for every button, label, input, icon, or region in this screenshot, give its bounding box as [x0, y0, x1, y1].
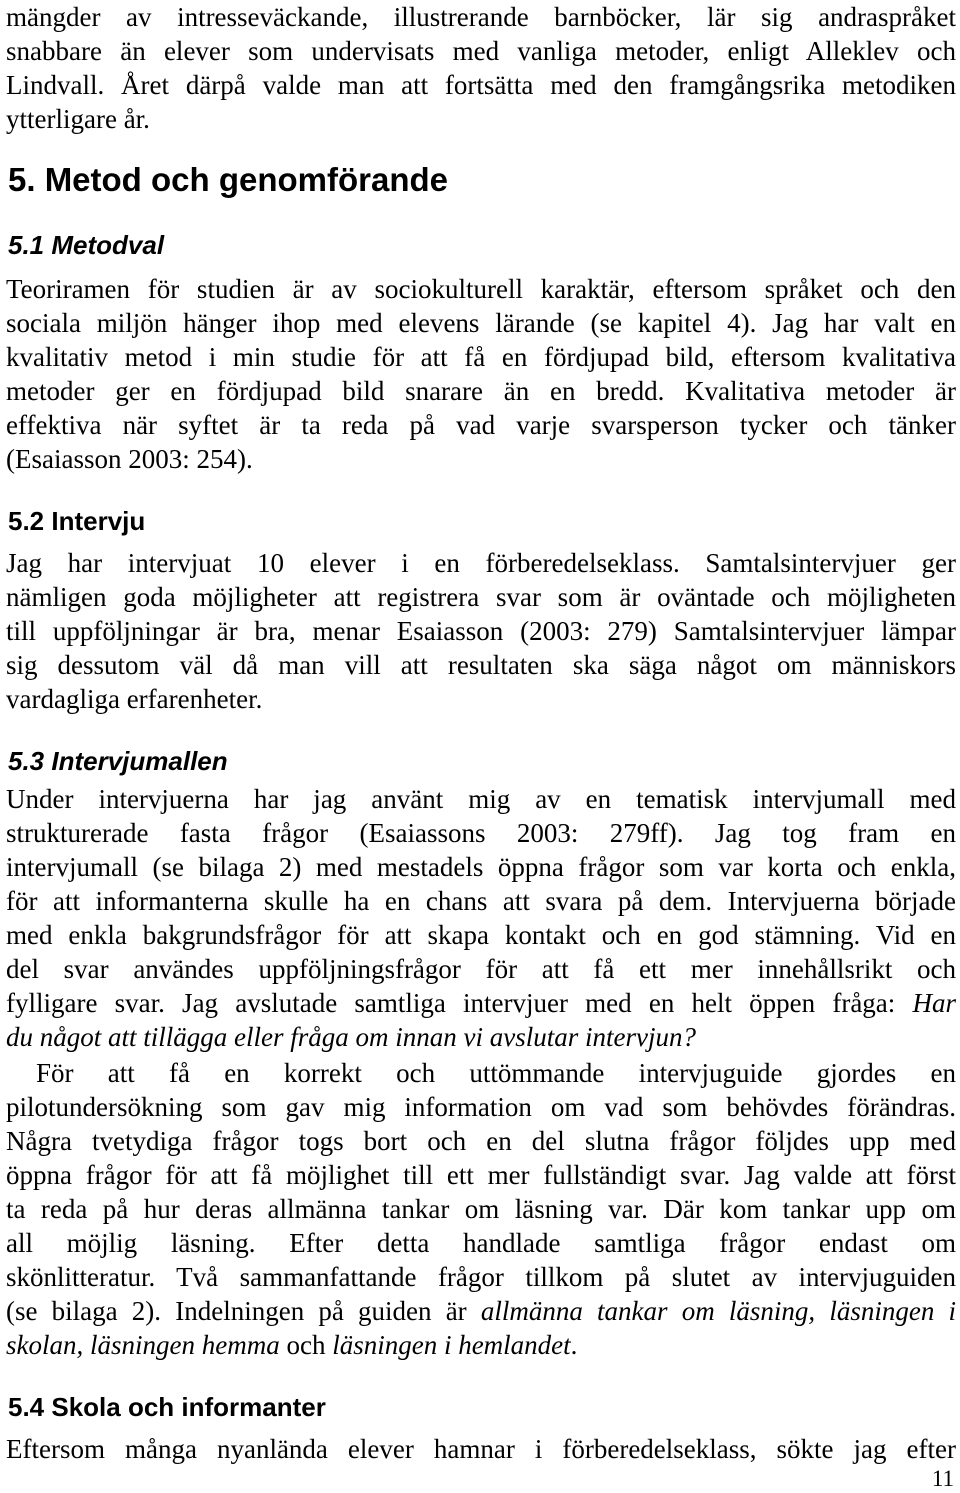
body-text-line: till uppföljningar är bra, menar Esaiasson (2003: 279) Samtalsintervjuer lämpar [6, 616, 956, 646]
body-text-line: Teoriramen för studien är av sociokulturell karaktär, eftersom språket och den [6, 274, 956, 304]
body-text-line: nämligen goda möjligheter att registrera svar som är oväntade och möjligheten [6, 582, 956, 612]
body-text-line: strukturerade fasta frågor (Esaiassons 2003: 279ff). Jag tog fram en [6, 818, 956, 848]
text-run: och [279, 1330, 333, 1360]
body-text-line: Några tvetydiga frågor togs bort och en del slutna frågor följdes upp med [6, 1126, 956, 1156]
body-text-line [6, 986, 956, 1020]
subsection-heading: 5.3 Intervjumallen [8, 746, 228, 776]
body-text-line: Under intervjuerna har jag använt mig av en tematisk intervjumall med [6, 784, 956, 814]
body-text-line [6, 1294, 956, 1328]
italic-text: skolan, läsningen hemma [6, 1330, 280, 1360]
italic-text: läsningen i hemlandet [332, 1330, 571, 1360]
body-text-line: sig dessutom väl då man vill att resultaten ska säga något om människors [6, 650, 956, 680]
body-text-line: kvalitativ metod i min studie för att få en fördjupad bild, eftersom kvalitativa [6, 342, 956, 372]
body-text-line: för att informanterna skulle ha en chans att svara på dem. Intervjuerna började [6, 886, 956, 916]
body-text-line: sociala miljön hänger ihop med elevens lärande (se kapitel 4). Jag har valt en [6, 308, 956, 338]
body-text-line: Lindvall. Året därpå valde man att fortsätta med den framgångsrika metodiken [6, 70, 956, 100]
subsection-heading: 5.1 Metodval [8, 230, 165, 260]
body-text-line: snabbare än elever som undervisats med vanliga metoder, enligt Alleklev och [6, 36, 956, 66]
body-text-line: Eftersom många nyanlända elever hamnar i förberedelseklass, sökte jag efter [6, 1434, 956, 1464]
body-text-line: all möjlig läsning. Efter detta handlade samtliga frågor endast om [6, 1228, 956, 1258]
body-text-line: intervjumall (se bilaga 2) med mestadels öppna frågor som var korta och enkla, [6, 852, 956, 882]
body-text-line: mängder av intresseväckande, illustrerande barnböcker, lär sig andraspråket [6, 2, 956, 32]
body-text-line: metoder ger en fördjupad bild snarare än en bredd. Kvalitativa metoder är [6, 376, 956, 406]
body-text-line: För att få en korrekt och uttömmande intervjuguide gjordes en [36, 1058, 956, 1088]
body-text-line: vardagliga erfarenheter. [6, 684, 263, 714]
body-text-line: del svar användes uppföljningsfrågor för att få ett mer innehållsrikt och [6, 954, 956, 984]
italic-question-text: Har [912, 988, 956, 1018]
body-text-line: effektiva när syftet är ta reda på vad varje svarsperson tycker och tänker [6, 410, 956, 440]
subsection-heading: 5.2 Intervju [8, 506, 146, 536]
body-text-line: (Esaiasson 2003: 254). [6, 444, 253, 474]
body-text-line: Jag har intervjuat 10 elever i en förberedelseklass. Samtalsintervjuer ger [6, 548, 956, 578]
text-run: (se bilaga 2). Indelningen på guiden är [6, 1296, 481, 1326]
body-text-line: ta reda på hur deras allmänna tankar om läsning var. Där kom tankar upp om [6, 1194, 956, 1224]
body-text-line: ytterligare år. [6, 104, 150, 134]
section-heading: 5. Metod och genomförande [8, 161, 449, 198]
page-number: 11 [931, 1466, 954, 1491]
italic-text: allmänna tankar om läsning, läsningen i [480, 1296, 956, 1326]
text-run: fylligare svar. Jag avslutade samtliga intervjuer med en helt öppen fråga: [6, 988, 913, 1018]
body-text-line [6, 1328, 956, 1362]
italic-question-text: du något att tillägga eller fråga om innan vi avslutar intervjun? [6, 1022, 696, 1052]
text-run: . [570, 1330, 578, 1360]
body-text-line: pilotundersökning som gav mig information om vad som behövdes förändras. [6, 1092, 956, 1122]
body-text-line: skönlitteratur. Två sammanfattande frågor tillkom på slutet av intervjuguiden [6, 1262, 956, 1292]
subsection-heading: 5.4 Skola och informanter [8, 1392, 326, 1422]
body-text-line: öppna frågor för att få möjlighet till ett mer fullständigt svar. Jag valde att först [6, 1160, 956, 1190]
body-text-line [6, 1020, 956, 1054]
body-text-line: med enkla bakgrundsfrågor för att skapa kontakt och en god stämning. Vid en [6, 920, 956, 950]
